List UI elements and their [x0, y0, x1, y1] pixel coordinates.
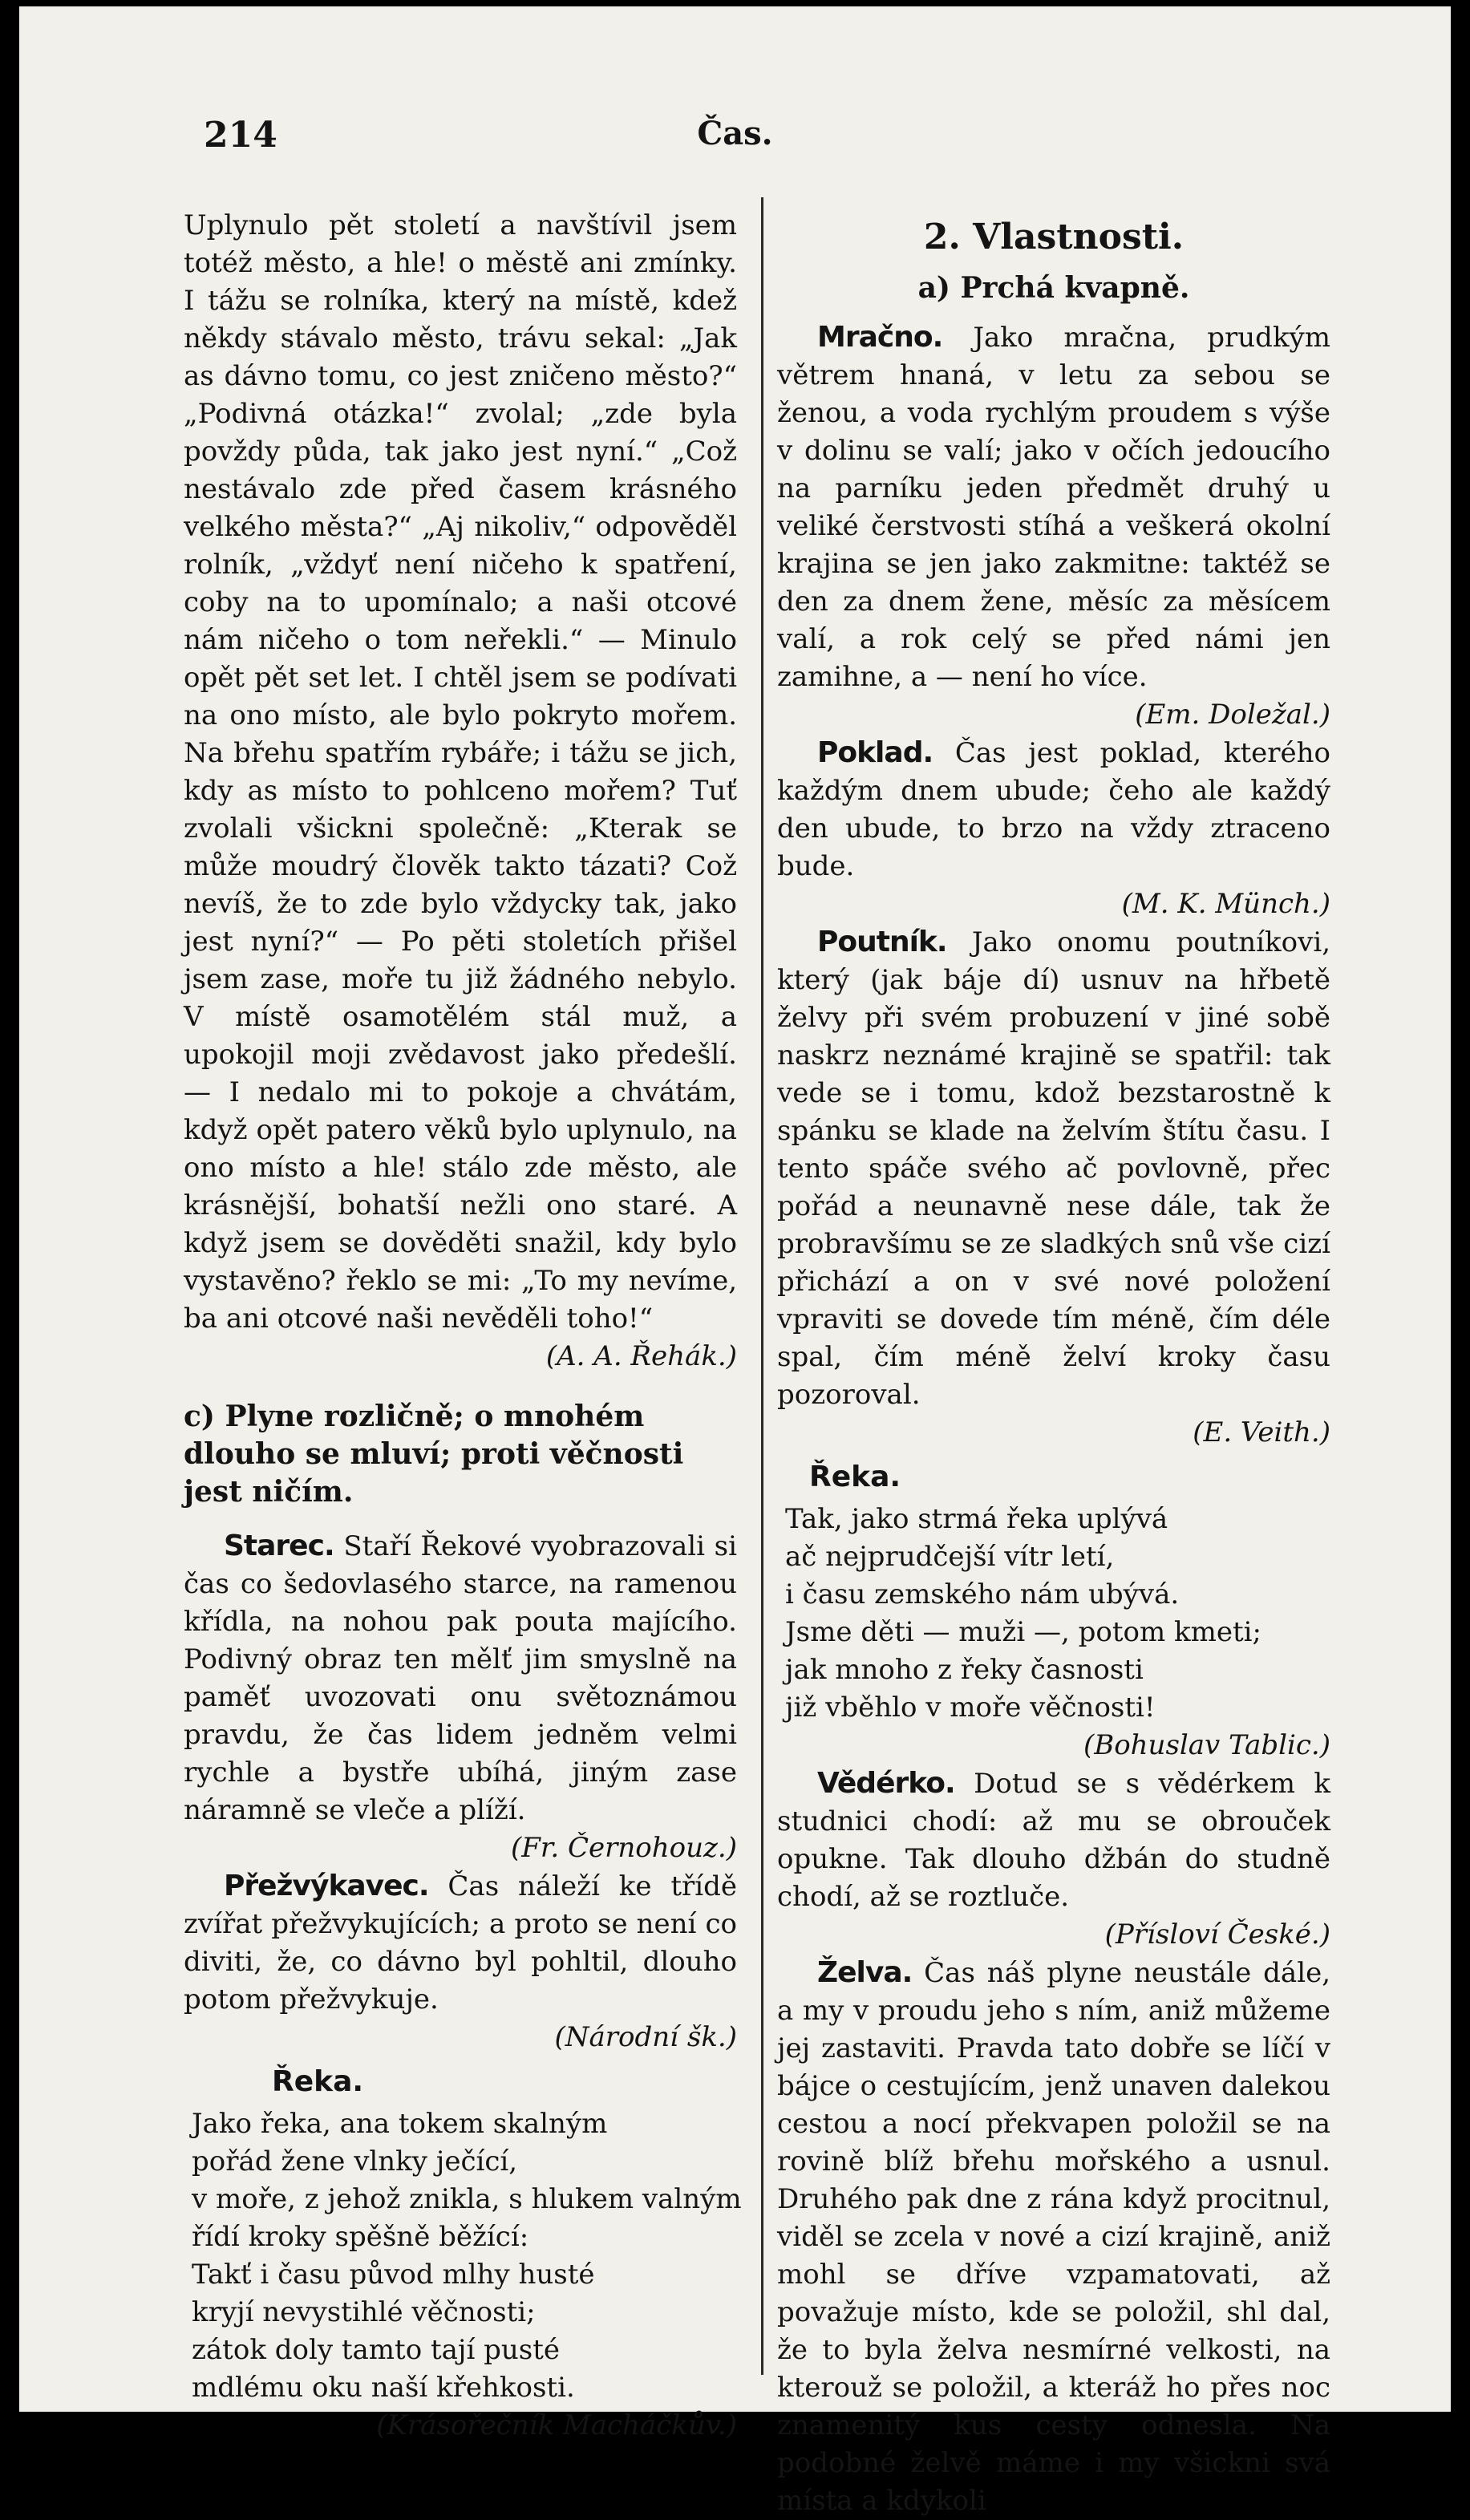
keyword-poklad: Poklad. [817, 736, 933, 769]
entry-zelva-text: Čas náš plyne neustále dále, a my v proudu jeho s ním, aniž můžeme jej zastaviti. Pravda tato dobře se líčí v bájce o cestujícím, jenž unaven dalekou cestou a nocí překvapen položil se na rovině blíž břehu mořského a usnul. Druhého pak dne z rána když procitnul, viděl se zcela v nové a cizí krajině, aniž mohl se dříve vzpamatovati, až považuje místo, kde se položil, shl dal, že to byla želva nesmírné velkosti, na kterouž se položil, a kteráž ho přes noc znamenitý kus cesty odnesla. Na podobné želvě máme i my všickni svá místa a kdykoli [777, 1957, 1330, 2517]
entry-prezvykavec [184, 1867, 737, 2019]
book-page [19, 6, 1451, 2517]
page-number: 214 [204, 115, 277, 156]
section-a-heading: a) Prchá kvapně. [917, 271, 1190, 305]
reka-left-verse [184, 2105, 742, 2407]
vederko-author: (Přísloví České.) [1104, 1918, 1330, 1951]
verse-line: pořád žene vlnky ječící, [192, 2145, 518, 2178]
verse-line: Jsme děti — muži —, potom kmeti; [785, 1616, 1262, 1648]
keyword-prezvykavec: Přežvýkavec. [224, 1870, 429, 1902]
reka-right-title: Řeka. [809, 1461, 901, 1493]
verse-line: mdlému oku naší křehkosti. [192, 2372, 575, 2404]
poutnik-author: (E. Veith.) [1193, 1416, 1330, 1448]
starec-author: (Fr. Černohouz.) [511, 1832, 737, 1864]
entry-poutnik [777, 923, 1330, 1414]
entry-poutnik-text: Jako onomu poutníkovi, který (jak báje dí) usnuv na hřbetě želvy při svém probuzení v jiné sobě naskrz neznámé krajině se spatřil: tak vede se i tomu, kdož bezstarostně k spánku se klade na želvím štítu času. I tento spáče svého ač povlovně, přec pořád a neunavně nese dále, tak že probravšímu se ze sladkých snů vše cizí přichází a on v své nové položení vpraviti se dovede tím méně, čím déle spal, čím méně želví kroky času pozoroval. [777, 926, 1330, 1411]
entry-zelva [777, 1954, 1330, 2520]
reka-left-title: Řeka. [272, 2065, 364, 2098]
entry-vederko [777, 1764, 1330, 1916]
keyword-zelva: Želva. [817, 1956, 913, 1989]
section-c-heading: c) Plyne rozličně; o mnohém dlouho se mluví; proti věčnosti jest ničím. [184, 1400, 684, 1509]
intro-paragraph: Uplynulo pět století a navštívil jsem totéž město, a hle! o městě ani zmínky. I tážu se rolníka, který na místě, kdež někdy stávalo město, trávu sekal: „Jak as dávno tomu, co jest zničeno město?“ „Podivná otázka!“ zvolal; „zde byla povždy půda, tak jako jest nyní.“ „Což nestávalo zde před časem krásného velkého města?“ „Aj nikoliv,“ odpověděl rolník, „vždyť není ničeho k spatření, coby na to upomínalo; a naši otcové nám ničeho o tom neřekli.“ — Minulo opět pět set let. I chtěl jsem se podívati na ono místo, ale bylo pokryto mořem. Na břehu spatřím rybáře; i tážu se jich, kdy as místo to pohlceno mořem? Tuť zvolali všickni společně: „Kterak se může moudrý člověk takto tázati? Což nevíš, že to zde bylo vždycky tak, jako jest nyní?“ — Po pěti stoletích přišel jsem zase, moře tu již žádného nebylo. V místě osamotělém stál muž, a upokojil moji zvědavost jako předešlí. — I nedalo mi to pokoje a chvátám, když opět patero věků bylo uplynulo, na ono místo a hle! stálo zde město, ale krásnější, bohatší nežli ono staré. A když jsem se dověděti snažil, kdy bylo vystavěno? řeklo se mi: „To my nevíme, ba ani otcové naši nevěděli toho!“ [184, 209, 737, 1335]
verse-line: jak mnoho z řeky časnosti [785, 1654, 1144, 1686]
verse-line: ač nejprudčejší vítr letí, [785, 1541, 1115, 1573]
entry-starec [184, 1527, 737, 1829]
verse-line: Tak, jako strmá řeka uplývá [785, 1503, 1168, 1535]
left-column [184, 207, 742, 2445]
prezvykavec-author: (Národní šk.) [554, 2021, 737, 2053]
verse-line: v moře, z jehož znikla, s hlukem valným [192, 2183, 742, 2215]
verse-line: již vběhlo v moře věčnosti! [785, 1691, 1156, 1724]
right-column [777, 207, 1330, 2520]
verse-line: i času zemského nám ubývá. [785, 1578, 1180, 1610]
reka-left-author: (Krásořečník Macháčkův.) [376, 2409, 737, 2441]
verse-line: kryjí nevystihlé věčnosti; [192, 2296, 536, 2328]
poklad-author: (M. K. Münch.) [1121, 888, 1330, 920]
verse-line: zátok doly tamto tají pusté [192, 2334, 561, 2366]
verse-line: Jako řeka, ana tokem skalným [192, 2108, 608, 2140]
entry-poklad-text: Čas jest poklad, kterého každým dnem ubude; čeho ale každý den ubude, to brzo na vždy ztraceno bude. [777, 737, 1330, 882]
section-title: 2. Vlastnosti. [923, 217, 1185, 257]
entry-starec-text: Staří Řekové vyobrazovali si čas co šedovlasého starce, na ramenou křídla, na nohou pak pouta majícího. Podivný obraz ten mělť jim smyslně na paměť uvozovati onu světoznámou pravdu, že čas lidem jedněm velmi rychle a bystře ubíhá, jiným zase náramně se vleče a plíží. [184, 1530, 737, 1826]
keyword-mracno: Mračno. [817, 321, 943, 354]
entry-prezvykavec-text: Čas náleží ke třídě zvířat přežvykujících; a proto se není co diviti, že, co dávno byl pohltil, dlouho potom přežvykuje. [184, 1870, 737, 2016]
entry-poklad [777, 734, 1330, 885]
reka-right-verse [777, 1501, 1330, 1727]
keyword-starec: Starec. [224, 1529, 334, 1562]
entry-vederko-text: Dotud se s vědérkem k studnici chodí: až mu se obrouček opukne. Tak dlouho džbán do studně chodí, až se roztluče. [777, 1768, 1330, 1913]
reka-right-author: (Bohuslav Tablic.) [1083, 1729, 1330, 1761]
entry-mracno-text: Jako mračna, prudkým větrem hnaná, v letu za sebou se ženou, a voda rychlým proudem s výše v dolinu se valí; jako v očích jedoucího na parníku jeden předmět druhý u veliké čerstvosti stíhá a veškerá okolní krajina se jen jako zakmitne: taktéž se den za dnem žene, měsíc za měsícem valí, a rok celý se před námi jen zamihne, a — není ho více. [777, 322, 1330, 693]
intro-author: (A. A. Řehák.) [545, 1340, 737, 1372]
verse-line: Takť i času původ mlhy husté [192, 2259, 595, 2291]
keyword-poutnik: Poutník. [817, 926, 947, 958]
running-title: Čas. [697, 115, 773, 152]
keyword-vederko: Vědérko. [817, 1767, 955, 1800]
entry-mracno [777, 318, 1330, 696]
page-header [180, 115, 1290, 163]
mracno-author: (Em. Doležal.) [1135, 699, 1330, 731]
column-divider [761, 197, 763, 2375]
verse-line: řídí kroky spěšně běžící: [192, 2221, 529, 2253]
